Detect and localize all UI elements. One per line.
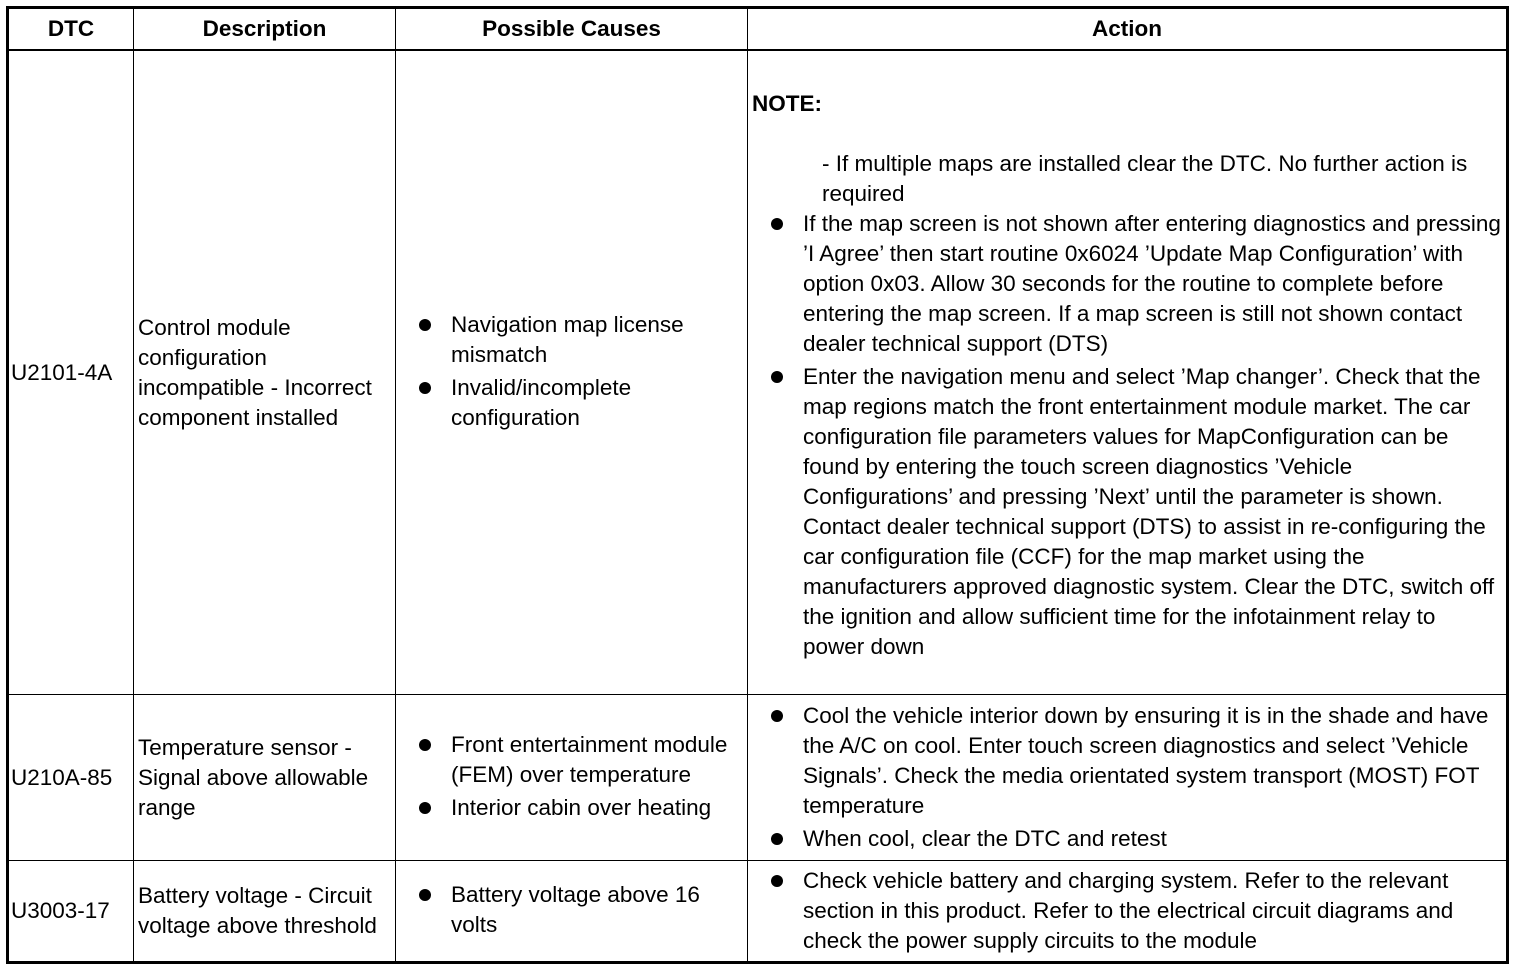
list-item: [400, 310, 743, 370]
bullet-icon: [771, 371, 783, 383]
header-description: Description: [134, 8, 396, 51]
cause-text: Front entertainment module (FEM) over temperature: [451, 731, 728, 787]
header-dtc: DTC: [8, 8, 134, 51]
dtc-table: [6, 6, 1509, 964]
action-cell: [748, 695, 1508, 861]
dtc-description: Control module configuration incompatible - Incorrect component installed: [134, 50, 396, 695]
cause-text: Navigation map license mismatch: [451, 311, 684, 367]
action-cell: [748, 861, 1508, 963]
list-item: [752, 362, 1502, 662]
actions-list: [752, 209, 1502, 662]
action-text: When cool, clear the DTC and retest: [803, 825, 1167, 851]
list-item: [400, 730, 743, 790]
bullet-icon: [419, 739, 431, 751]
possible-causes-cell: [396, 861, 748, 963]
action-cell: [748, 50, 1508, 695]
action-text: Check vehicle battery and charging system. Refer to the relevant section in this product. Refer to the electrical circuit diagrams and check the power supply circuits to the module: [803, 867, 1454, 953]
table-row: [8, 861, 1508, 963]
dtc-description: Battery voltage - Circuit voltage above threshold: [134, 861, 396, 963]
bullet-icon: [419, 319, 431, 331]
dtc-code: U3003-17: [8, 861, 134, 963]
action-text: Cool the vehicle interior down by ensuring it is in the shade and have the A/C on cool. Enter touch screen diagnostics and select ’Vehicle Signals’. Check the media orientated system transport (MOST) FOT temperature: [803, 702, 1489, 818]
action-text: If the map screen is not shown after entering diagnostics and pressing ’I Agree’ then start routine 0x6024 ’Update Map Configuration’ with option 0x03. Allow 30 seconds for the routine to complete before entering the map screen. If a map screen is still not shown contact dealer technical support (DTS): [803, 210, 1501, 356]
possible-causes-cell: [396, 695, 748, 861]
causes-list: [400, 880, 743, 940]
bullet-icon: [771, 875, 783, 887]
cause-text: Battery voltage above 16 volts: [451, 881, 700, 937]
bullet-icon: [419, 889, 431, 901]
list-item: [400, 793, 743, 823]
dtc-table-sheet: [6, 6, 1506, 953]
note-text: - If multiple maps are installed clear the DTC. No further action is required: [822, 150, 1468, 206]
list-item: [400, 373, 743, 433]
list-item: [400, 880, 743, 940]
table-row: [8, 695, 1508, 861]
actions-list: [752, 866, 1502, 956]
causes-list: [400, 730, 743, 823]
header-possible-causes: Possible Causes: [396, 8, 748, 51]
dtc-description: Temperature sensor - Signal above allowable range: [134, 695, 396, 861]
table-header-row: [8, 8, 1508, 51]
action-text: Enter the navigation menu and select ’Map changer’. Check that the map regions match the front entertainment module market. The car configuration file parameters values for MapConfiguration can be found by entering the touch screen diagnostics ’Vehicle Configurations’ and pressing ’Next’ until the parameter is shown. Contact dealer technical support (DTS) to assist in re-configuring the car configuration file (CCF) for the map market using the manufacturers approved diagnostic system. Clear the DTC, switch off the ignition and allow sufficient time for the infotainment relay to power down: [803, 363, 1495, 659]
possible-causes-cell: [396, 50, 748, 695]
header-action: Action: [748, 8, 1508, 51]
note-label: NOTE:: [752, 90, 822, 116]
list-item: [752, 824, 1502, 854]
bullet-icon: [419, 802, 431, 814]
cause-text: Invalid/incomplete configuration: [451, 374, 632, 430]
list-item: [752, 701, 1502, 821]
causes-list: [400, 310, 743, 433]
table-row: [8, 50, 1508, 695]
actions-list: [752, 701, 1502, 854]
dtc-code: U2101-4A: [8, 50, 134, 695]
bullet-icon: [771, 218, 783, 230]
dtc-code: U210A-85: [8, 695, 134, 861]
cause-text: Interior cabin over heating: [451, 794, 712, 820]
bullet-icon: [771, 710, 783, 722]
bullet-icon: [419, 382, 431, 394]
list-item: [752, 866, 1502, 956]
bullet-icon: [771, 833, 783, 845]
list-item: [752, 209, 1502, 359]
